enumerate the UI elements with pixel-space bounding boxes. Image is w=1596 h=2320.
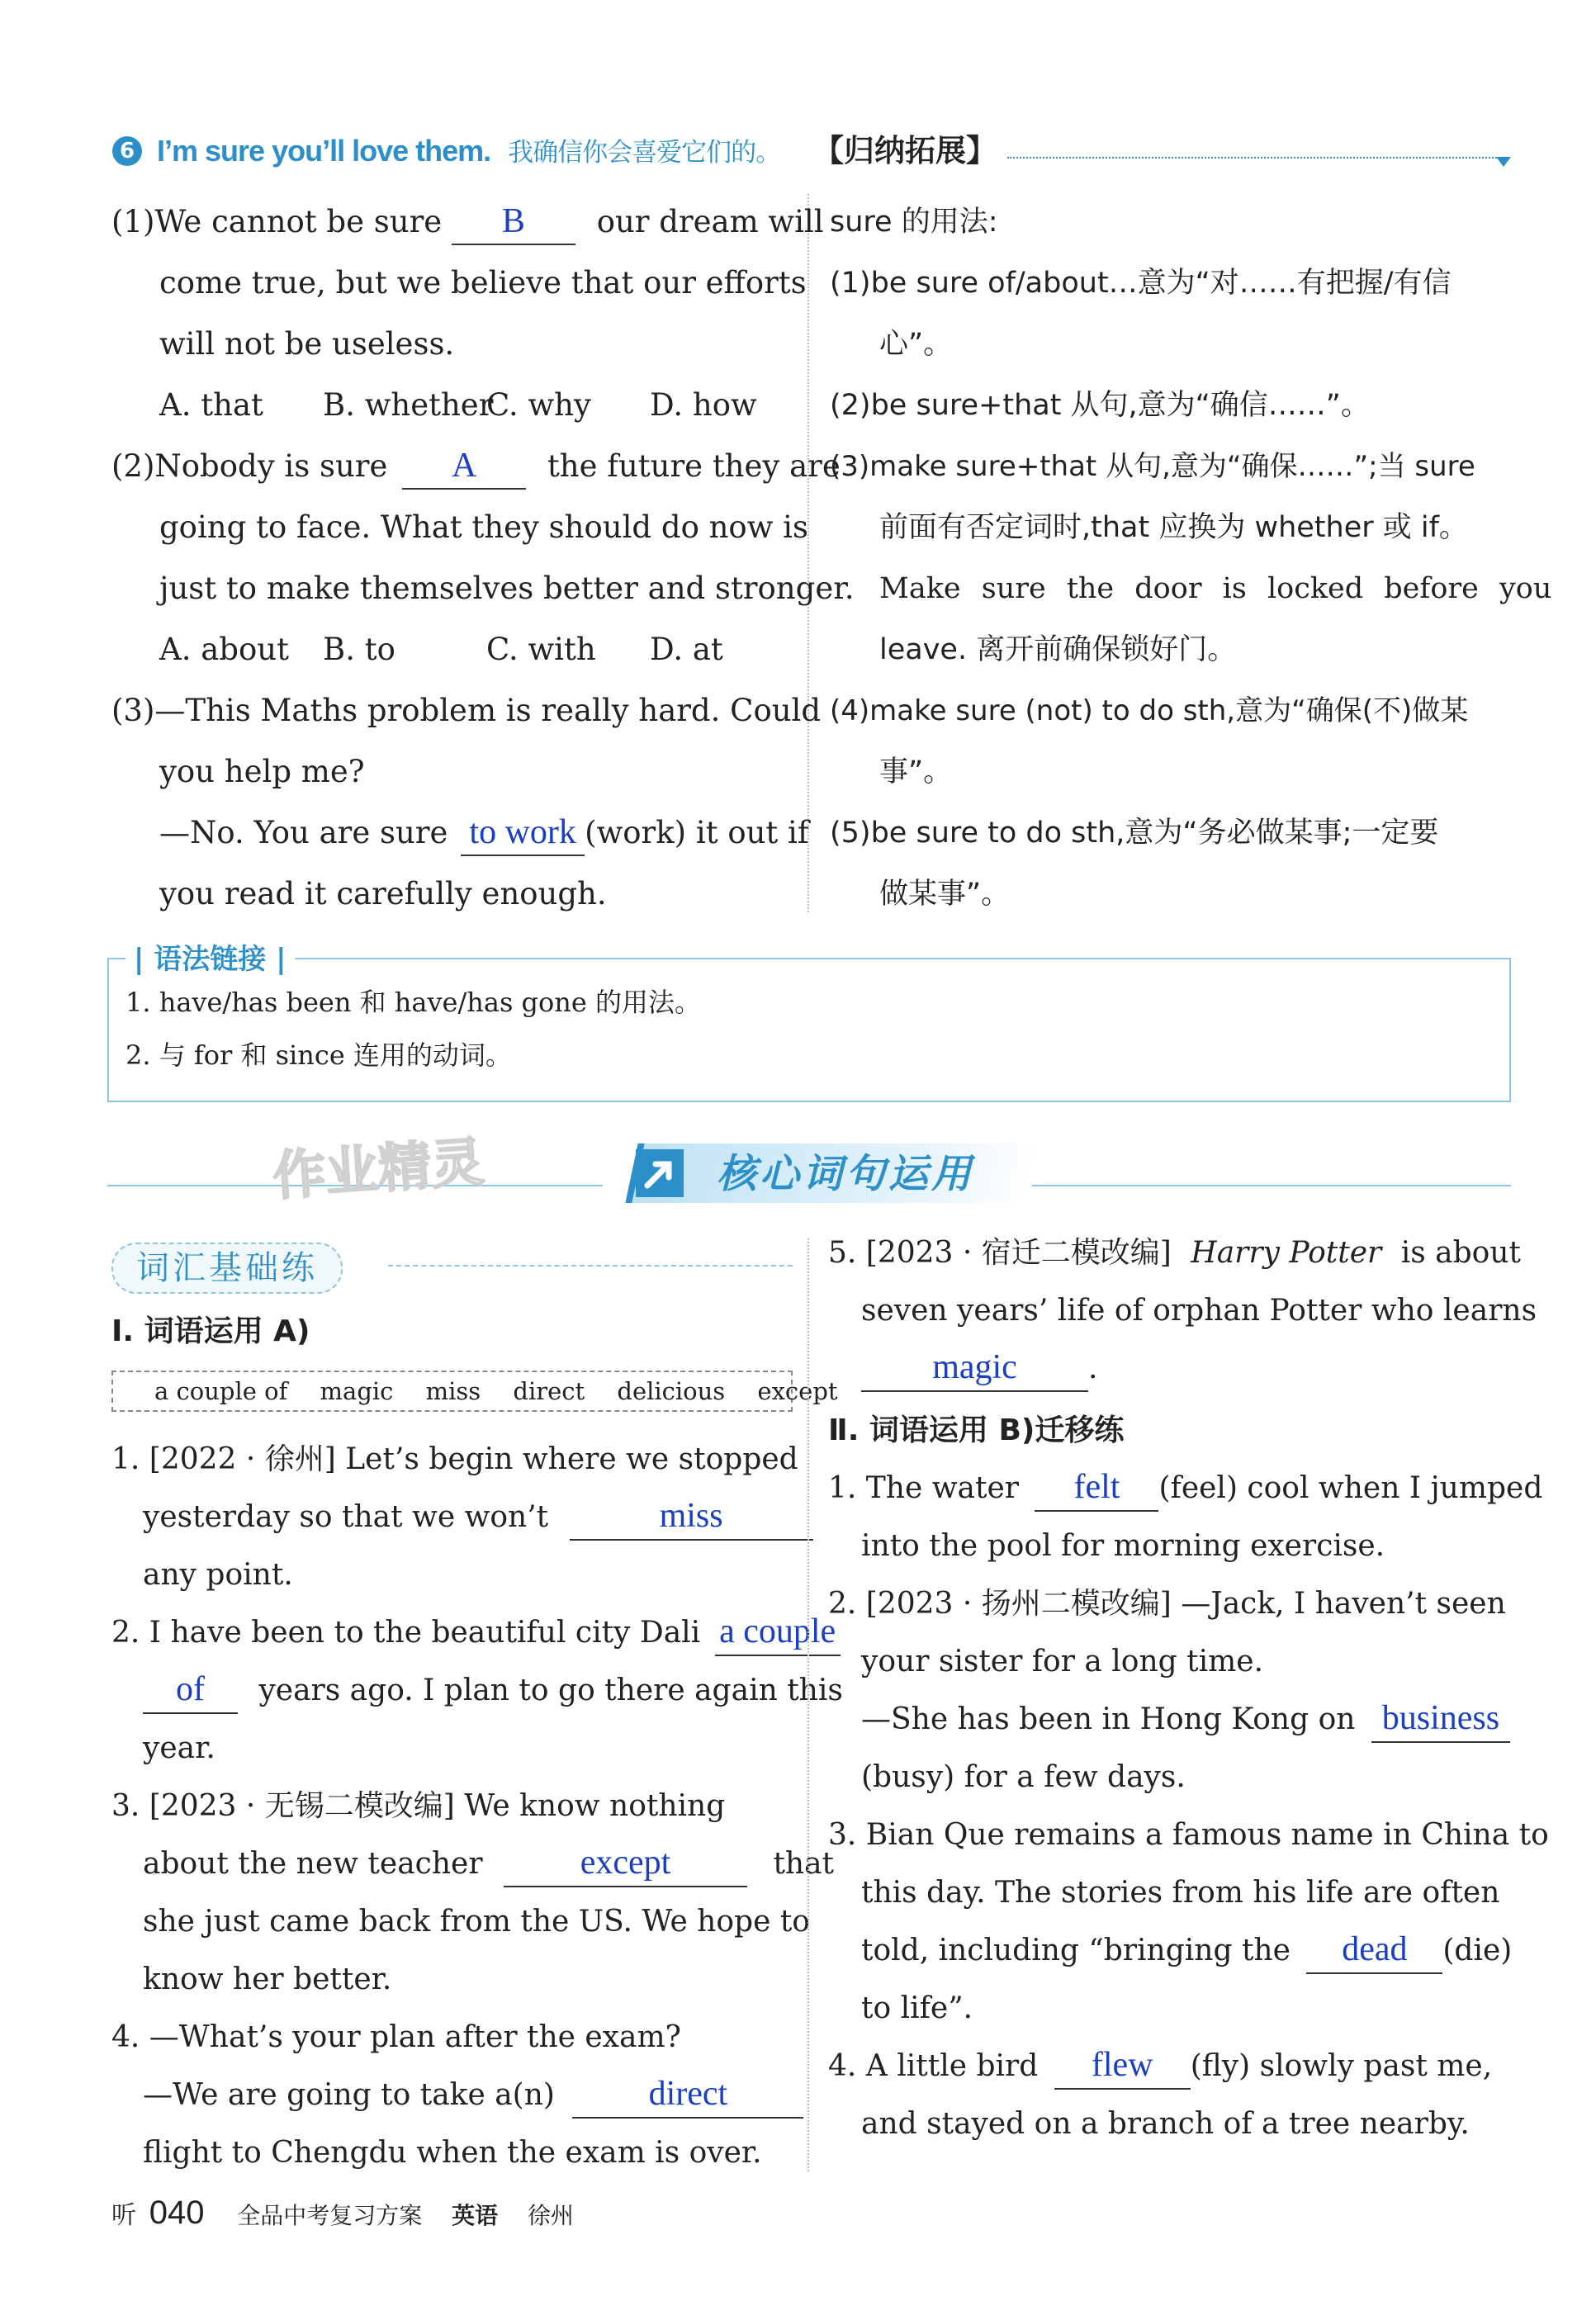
triangle-icon <box>1496 157 1511 167</box>
vr2-line3: —She has been in Hong Kong on business <box>861 1691 1510 1749</box>
vq5-line1: 5. [2023 · 宿迁二模改编] Harry Potter is about <box>828 1236 1521 1270</box>
note-line: (2)be sure+that 从句,意为“确信……”。 <box>830 389 1370 422</box>
header-dotted-line <box>1007 157 1503 159</box>
vq4-line1: 4. —What’s your plan after the exam? <box>111 2020 681 2054</box>
q1-line1: (1)We cannot be sure B our dream will <box>111 192 824 253</box>
grammar-item-1: 1. have/has been 和 have/has gone 的用法。 <box>126 987 702 1018</box>
vq3-answer-blank[interactable]: except <box>504 1841 747 1887</box>
note-line: leave. 离开前确保锁好门。 <box>879 633 1237 666</box>
vq2-line3: year. <box>143 1731 215 1765</box>
vr4-line2: and stayed on a branch of a tree nearby. <box>861 2107 1470 2141</box>
q2-line1: (2)Nobody is sure A the future they are <box>111 436 841 497</box>
subject: 英语 <box>452 2202 499 2229</box>
point-translation: 我确信你会喜爱它们的。 <box>508 138 781 168</box>
footer-listen: 听 <box>111 2201 136 2230</box>
column-divider-bottom <box>807 1238 809 2171</box>
vr3-line3: told, including “bringing the dead (die) <box>861 1922 1512 1980</box>
q3-line3: —No. You are sure to work (work) it out if <box>159 803 809 864</box>
note-example: Make sure the door is locked before you <box>879 572 1552 605</box>
note-line: (5)be sure to do sth,意为“务必做某事;一定要 <box>830 817 1439 850</box>
vq3-line3: she just came back from the US. We hope to <box>143 1905 810 1939</box>
vq1-line1: 1. [2022 · 徐州] Let’s begin where we stopped <box>111 1442 798 1476</box>
watermark: 作业精灵 <box>271 1132 486 1208</box>
q3-answer-blank[interactable]: to work <box>461 811 585 856</box>
vr1-answer-blank[interactable]: felt <box>1035 1465 1158 1512</box>
vq1-line3: any point. <box>143 1558 293 1592</box>
note-line: 心”。 <box>879 328 953 361</box>
summary-tag: 【归纳拓展】 <box>813 133 997 168</box>
vq2-answer-blank-2[interactable]: of <box>143 1668 238 1714</box>
vr3-line2: this day. The stories from his life are often <box>861 1876 1500 1910</box>
vr2-line2: your sister for a long time. <box>861 1645 1264 1678</box>
vq2-line2: of years ago. I plan to go there again this <box>143 1662 843 1720</box>
vq5-line3: magic . <box>861 1340 1097 1398</box>
note-line: (3)make sure+that 从句,意为“确保……”;当 sure <box>830 450 1475 483</box>
section-2-title: Ⅱ. 词语运用 B)迁移练 <box>828 1413 1125 1447</box>
q3-line1: (3)—This Maths problem is really hard. Could <box>111 693 822 728</box>
vr1-line1: 1. The water felt (feel) cool when I jumped <box>828 1460 1542 1517</box>
vq3-line1: 3. [2023 · 无锡二模改编] We know nothing <box>111 1789 726 1823</box>
vq5-line2: seven years’ life of orphan Potter who learns <box>861 1294 1537 1328</box>
q2-line3: just to make themselves better and stronger. <box>159 571 855 606</box>
note-line: sure 的用法: <box>830 206 998 239</box>
note-line: 前面有否定词时,that 应换为 whether 或 if。 <box>879 511 1468 544</box>
point-sentence: I’m sure you’ll love them. 我确信你会喜爱它们的。 <box>157 134 781 168</box>
banner-title: 核心词句运用 <box>717 1151 975 1197</box>
vr4-answer-blank[interactable]: flew <box>1054 2043 1191 2090</box>
vq4-line2: —We are going to take a(n) direct <box>143 2067 803 2124</box>
footer <box>111 2184 574 2245</box>
note-line: 事”。 <box>879 755 953 788</box>
q2-line2: going to face. What they should do now is <box>159 509 808 545</box>
vr1-line2: into the pool for morning exercise. <box>861 1529 1385 1563</box>
vr2-answer-blank[interactable]: business <box>1371 1697 1510 1743</box>
banner-line-right <box>1024 1185 1511 1186</box>
vq1-answer-blank[interactable]: miss <box>570 1494 813 1541</box>
vq2-answer-blank-1[interactable]: a couple <box>715 1610 841 1656</box>
vr3-line4: to life”. <box>861 1991 973 2025</box>
vr2-line1: 2. [2023 · 扬州二模改编] —Jack, I haven’t seen <box>828 1587 1506 1621</box>
q1-line3: will not be useless. <box>159 326 455 362</box>
vq3-line4: know her better. <box>143 1963 392 1996</box>
grammar-title: | 语法链接 | <box>126 941 295 978</box>
region: 徐州 <box>527 2202 574 2229</box>
q1-line2: come true, but we believe that our efforts <box>159 265 807 301</box>
q3-line4: you read it carefully enough. <box>159 876 607 911</box>
grammar-item-2: 2. 与 for 和 since 连用的动词。 <box>126 1039 512 1071</box>
q2-answer-blank[interactable]: A <box>402 444 526 490</box>
vr4-line1: 4. A little bird flew (fly) slowly past me, <box>828 2038 1492 2095</box>
vr3-line1: 3. Bian Que remains a famous name in China to <box>828 1818 1549 1852</box>
vr2-line4: (busy) for a few days. <box>861 1760 1186 1794</box>
note-line: (1)be sure of/about…意为“对……有把握/有信 <box>830 267 1452 300</box>
page-number: 040 <box>149 2195 205 2231</box>
vq4-line3: flight to Chengdu when the exam is over. <box>143 2136 762 2170</box>
vr3-answer-blank[interactable]: dead <box>1306 1928 1442 1974</box>
book-title: 全品中考复习方案 <box>237 2202 423 2229</box>
point-badge: 6 <box>112 136 142 166</box>
vq5-answer-blank[interactable]: magic <box>861 1346 1088 1392</box>
banner-arrow-icon <box>636 1149 684 1197</box>
q1-options: A. that B. whetherC. why D. how <box>159 387 757 423</box>
q2-options: A. about B. to C. with D. at <box>159 632 723 667</box>
q1-answer-blank[interactable]: B <box>452 200 575 245</box>
q3-line2: you help me? <box>159 754 365 789</box>
note-line: 做某事”。 <box>879 878 1011 911</box>
vocab-tag: 词汇基础练 <box>111 1243 343 1294</box>
vq2-line1: 2. I have been to the beautiful city Dali a couple <box>111 1604 841 1662</box>
vq4-answer-blank[interactable]: direct <box>572 2072 803 2119</box>
vocab-tag-dashed-line <box>388 1265 793 1267</box>
section-1-title: Ⅰ. 词语运用 A) <box>111 1314 310 1348</box>
word-box: a couple of magic miss direct delicious except <box>111 1371 793 1412</box>
grammar-box <box>107 943 1511 1102</box>
note-line: (4)make sure (not) to do sth,意为“确保(不)做某 <box>830 694 1469 727</box>
vq1-line2: yesterday so that we won’t miss <box>143 1489 813 1546</box>
vq3-line2: about the new teacher except that <box>143 1835 834 1893</box>
